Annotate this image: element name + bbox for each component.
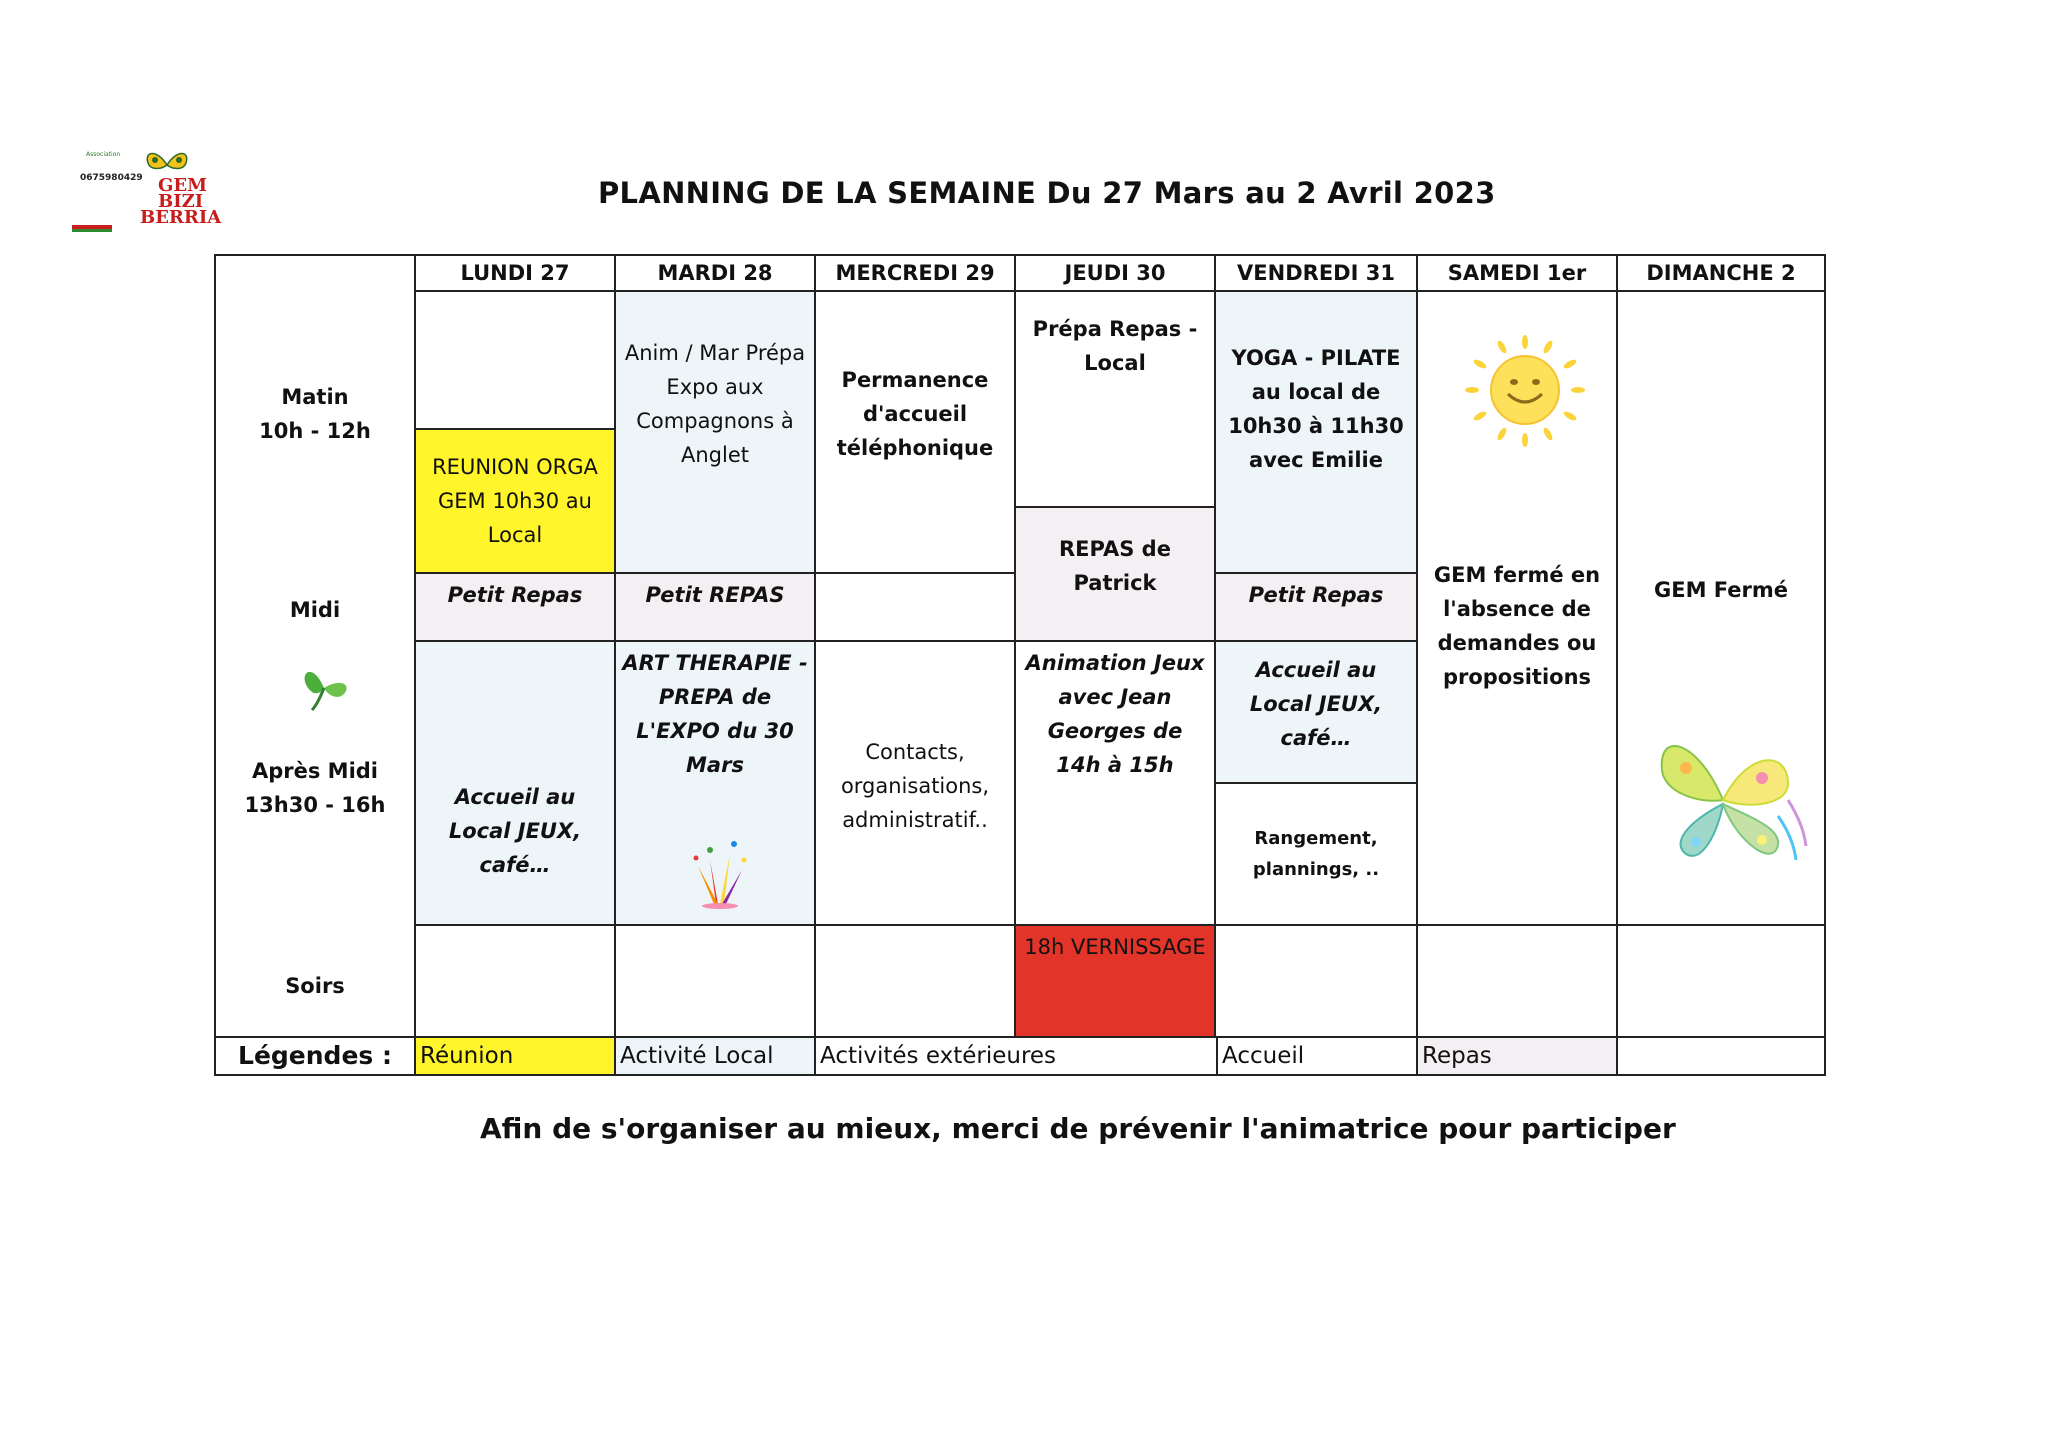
mercredi-apres-midi: Contacts, organisations, administratif.. — [814, 640, 1016, 926]
mercredi-midi — [814, 572, 1016, 642]
legend-activites-exterieures: Activités extérieures — [814, 1036, 1218, 1076]
day-header-samedi: SAMEDI 1er — [1416, 254, 1618, 292]
row-label-matin-hours: 10h - 12h — [259, 419, 371, 443]
day-header-vendredi: VENDREDI 31 — [1214, 254, 1418, 292]
jeudi-matin: Prépa Repas - Local — [1014, 290, 1216, 508]
jeudi-soir-vernissage: 18h VERNISSAGE — [1014, 924, 1216, 1038]
lundi-apres-midi: Accueil au Local JEUX, café… — [414, 640, 616, 926]
mercredi-matin: Permanence d'accueil téléphonique — [814, 290, 1016, 574]
logo-name-1: GEM — [158, 175, 208, 196]
row-label-column — [214, 254, 416, 1038]
legend-label: Légendes : — [214, 1036, 416, 1076]
row-label-matin-title: Matin — [281, 385, 349, 409]
planning-table — [214, 254, 1826, 1076]
vendredi-matin: YOGA - PILATE au local de 10h30 à 11h30 avec Emilie — [1214, 290, 1418, 574]
colorful-butterfly-icon — [1638, 720, 1808, 870]
day-header-jeudi: JEUDI 30 — [1014, 254, 1216, 292]
row-label-apres-midi-hours: 13h30 - 16h — [244, 793, 386, 817]
logo-name-2: BIZI — [158, 191, 204, 212]
day-header-mercredi: MERCREDI 29 — [814, 254, 1016, 292]
lundi-reunion: REUNION ORGA GEM 10h30 au Local — [414, 428, 616, 574]
jeudi-midi: REPAS de Patrick — [1014, 506, 1216, 642]
gem-logo — [70, 145, 222, 245]
vendredi-midi: Petit Repas — [1214, 572, 1418, 642]
samedi-ferme: GEM fermé en l'absence de demandes ou propositions — [1416, 290, 1618, 926]
butterfly-icon — [294, 654, 354, 714]
legend-repas: Repas — [1416, 1036, 1618, 1076]
mardi-matin: Anim / Mar Prépa Expo aux Compagnons à Anglet — [614, 290, 816, 574]
logo-association-text: Association — [86, 151, 121, 158]
jeudi-apres-midi: Animation Jeux avec Jean Georges de 14h à 15h — [1014, 640, 1216, 926]
row-label-midi: Midi — [289, 598, 341, 622]
day-header-dimanche: DIMANCHE 2 — [1616, 254, 1826, 292]
logo-name-3: BERRIA — [140, 207, 222, 228]
lundi-midi: Petit Repas — [414, 572, 616, 642]
samedi-soir — [1416, 924, 1618, 1038]
row-label-matin — [216, 374, 414, 454]
row-label-apres-midi — [216, 748, 414, 828]
mardi-apres-midi: ART THERAPIE - PREPA de L'EXPO du 30 Mars — [614, 640, 816, 926]
footer-note: Afin de s'organiser au mieux, merci de prévenir l'animatrice pour participer — [480, 1112, 1676, 1145]
legend-empty — [1616, 1036, 1826, 1076]
paint-splash-icon — [680, 830, 756, 910]
logo-phone: 0675980429 — [80, 173, 143, 183]
vendredi-apres-midi-rangement: Rangement, plannings, .. — [1214, 782, 1418, 926]
vendredi-soir — [1214, 924, 1418, 1038]
legend-activite-local: Activité Local — [614, 1036, 816, 1076]
day-header-mardi: MARDI 28 — [614, 254, 816, 292]
sun-icon — [1460, 334, 1590, 454]
mercredi-soir — [814, 924, 1016, 1038]
vendredi-apres-midi-accueil: Accueil au Local JEUX, café… — [1214, 640, 1418, 784]
legend-accueil: Accueil — [1216, 1036, 1418, 1076]
mardi-midi: Petit REPAS — [614, 572, 816, 642]
lundi-matin-empty — [414, 290, 616, 430]
legend-reunion: Réunion — [414, 1036, 616, 1076]
mardi-soir — [614, 924, 816, 1038]
lundi-soir — [414, 924, 616, 1038]
dimanche-ferme: GEM Fermé — [1616, 290, 1826, 926]
dimanche-soir — [1616, 924, 1826, 1038]
row-label-apres-midi-title: Après Midi — [251, 759, 379, 783]
row-label-soirs: Soirs — [285, 974, 345, 998]
day-header-lundi: LUNDI 27 — [414, 254, 616, 292]
logo-stripe-green — [72, 229, 112, 232]
page-title: PLANNING DE LA SEMAINE Du 27 Mars au 2 Avril 2023 — [598, 176, 1496, 210]
